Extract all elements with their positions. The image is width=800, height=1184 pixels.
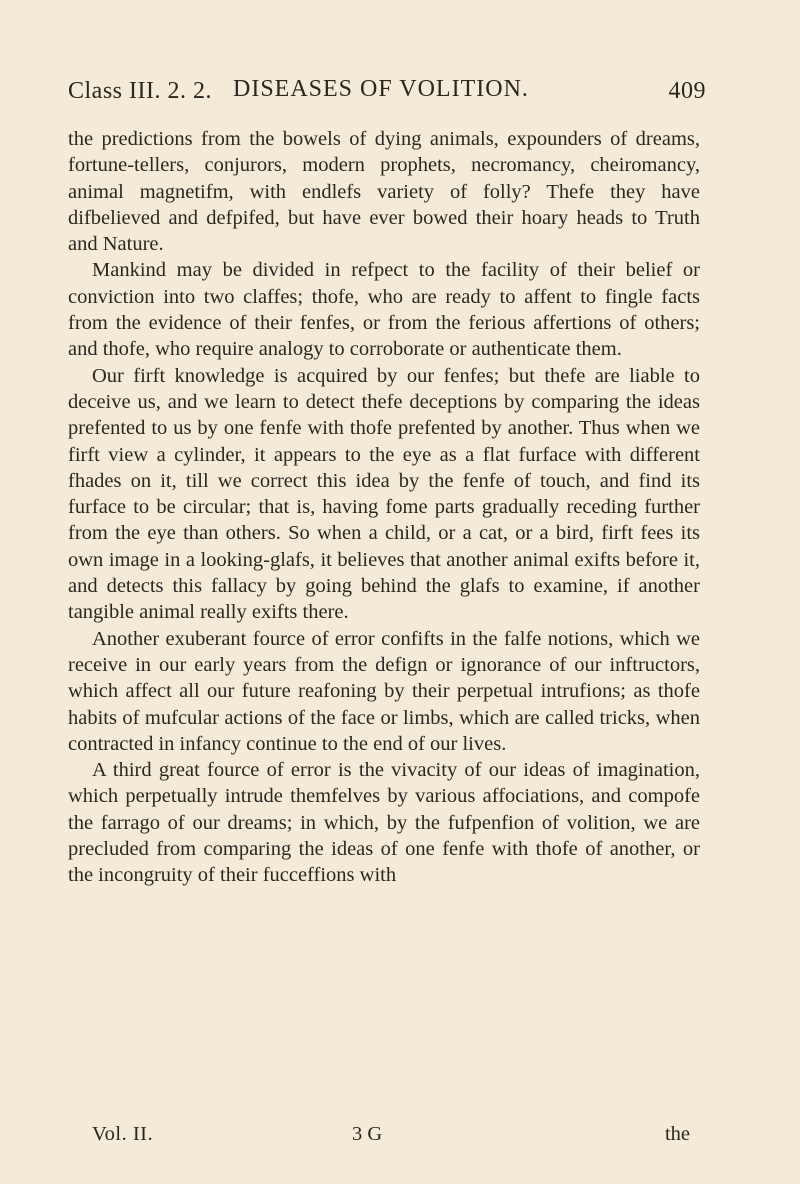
- paragraph-third-source: A third great fource of error is the vivacity of our ideas of imagination, which perpetually intrude themfelves by various affociations, and compofe the farrago of our dreams; in which, by the fufpenfion of volition, we are precluded from comparing the ideas of one fenfe with thofe of another, or the incongruity of their fucceffions with: [68, 759, 700, 887]
- catchword: the: [664, 1123, 690, 1145]
- paragraph-first-knowledge: Our firft knowledge is acquired by our fenfes; but thefe are liable to deceive us, and we learn to detect thefe deceptions by comparing the ideas prefented to us by one fenfe with thofe prefented by another. Thus when we firft view a cylinder, it appears to the eye as a flat furface with different fhades on it, till we correct this idea by the fenfe of touch, and find its furface to be circular; that is, having fome parts gradually receding further from the eye than others. So when a child, or a cat, or a bird, firft fees its own image in a looking-glafs, it believes that another animal exifts before it, and detects this fallacy by going behind the glafs to examine, if another tangible animal really exifts there.: [68, 364, 700, 624]
- body-text: [68, 126, 700, 889]
- paragraph-continued: the predictions from the bowels of dying animals, expounders of dreams, fortune-tellers, conjurors, modern prophets, necromancy, cheiromancy, animal magnetifm, with endlefs variety of folly? Thefe they have difbelieved and defpifed, but have ever bowed their hoary heads to Truth and Nature.: [68, 128, 700, 256]
- page-footer: [92, 1123, 690, 1151]
- page-number: 409: [668, 78, 706, 104]
- volume-label: Vol. II.: [92, 1123, 154, 1145]
- signature-mark: 3 G: [352, 1123, 383, 1145]
- running-header: [68, 72, 706, 112]
- paragraph-mankind-divided: Mankind may be divided in refpect to the facility of their belief or conviction into two claffes; thofe, who are ready to affent to fingle facts from the evidence of their fenfes, or from the ferious affertions of others; and thofe, who require analogy to corroborate or authenticate them.: [68, 259, 700, 361]
- paragraph-exuberant-source: Another exuberant fource of error confifts in the falfe notions, which we receive in our early years from the defign or ignorance of our inftructors, which affect all our future reafoning by their perpetual intrufions; as thofe habits of mufcular actions of the face or limbs, which are called tricks, when contracted in infancy continue to the end of our lives.: [68, 627, 700, 755]
- chapter-title: DISEASES OF VOLITION.: [233, 76, 529, 102]
- class-reference: Class III. 2. 2.: [68, 78, 212, 104]
